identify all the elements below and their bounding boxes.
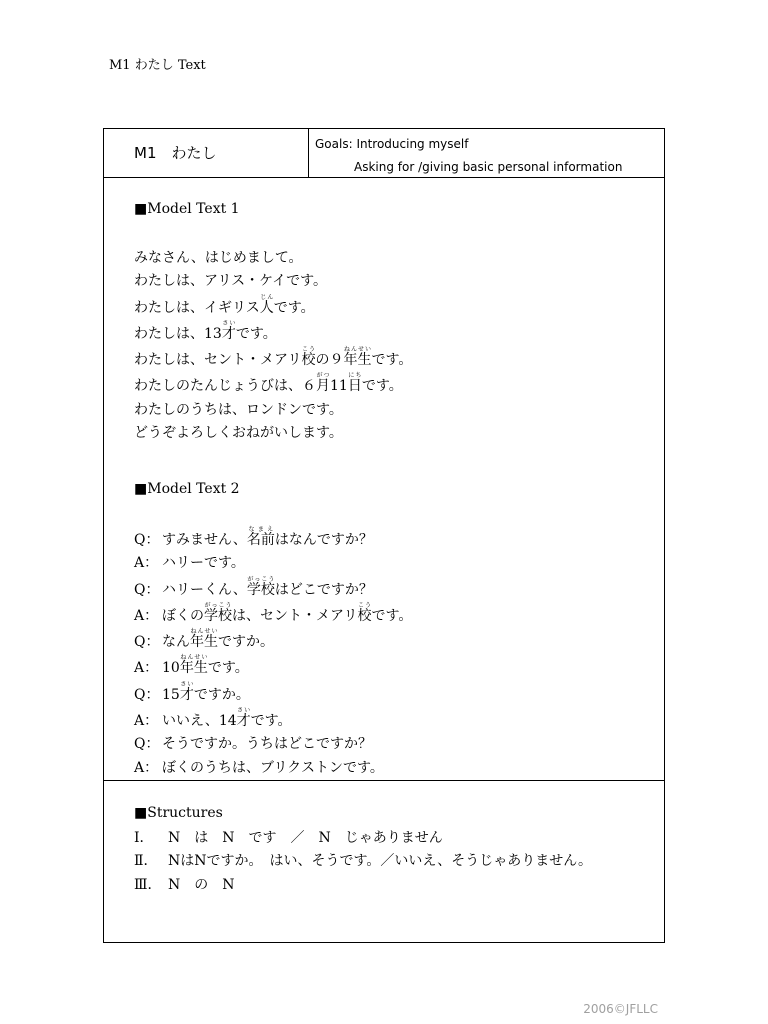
structure-text: N の N [168, 876, 235, 893]
furigana: こう [357, 601, 372, 609]
model-text-line [134, 372, 412, 398]
text-fragment: わたしのうちは、ロンドンです。 [134, 401, 343, 418]
dialogue-line [134, 681, 412, 707]
model-text-line [134, 346, 412, 372]
text-fragment: 10 [162, 660, 180, 677]
ruby-word: 名前なまえ [246, 526, 275, 548]
text-fragment: です。 [250, 713, 292, 730]
goals-block [315, 133, 658, 179]
speaker-label: Q： [134, 581, 160, 598]
text-fragment: です。 [361, 378, 403, 395]
goal-line-1: Goals: Introducing myself [315, 137, 469, 151]
structure-text: N は N です ／ N じゃありません [168, 830, 443, 846]
text-fragment: です。 [273, 299, 315, 316]
speaker-label: Q： [134, 532, 160, 548]
text-fragment: いいえ、14 [162, 713, 237, 730]
text-fragment: わたしは、イギリス [134, 299, 260, 316]
ruby-word: 才さい [221, 319, 236, 342]
text-fragment: みなさん、はじめまして。 [134, 250, 303, 266]
text-fragment: ですか。 [218, 634, 274, 651]
model-text-line [134, 294, 412, 320]
structure-number: Ⅱ． [134, 853, 158, 870]
text-fragment: すみません、 [162, 532, 247, 548]
furigana: さい [221, 319, 236, 327]
text-fragment: ぼくの [162, 607, 204, 624]
text-fragment: 11 [330, 378, 348, 395]
dialogue-line [134, 654, 412, 680]
section-divider [104, 780, 664, 781]
furigana: にち [347, 372, 362, 380]
dialogue-line [134, 733, 412, 756]
furigana: なまえ [246, 526, 275, 533]
furigana: がっこう [246, 575, 275, 583]
furigana: ねんせい [190, 628, 218, 636]
speaker-label: Q： [134, 686, 160, 703]
model-text-2-title: ■Model Text 2 [134, 481, 240, 497]
text-fragment: なん [162, 634, 190, 651]
speaker-label: A： [134, 607, 159, 624]
text-fragment: はどこですか？ [274, 581, 373, 598]
dialogue-line [134, 576, 412, 602]
model-text-line [134, 320, 412, 346]
model-text-2-body [134, 526, 412, 780]
structure-number: Ⅰ． [134, 830, 154, 846]
model-text-line [134, 270, 412, 293]
text-fragment: ですか。 [193, 686, 250, 703]
text-fragment: です。 [371, 607, 413, 624]
furigana: さい [236, 707, 251, 715]
furigana: がつ [316, 372, 330, 380]
dialogue-line [134, 602, 412, 628]
structure-number: Ⅲ． [134, 876, 162, 893]
text-fragment: はなんですか？ [274, 532, 373, 548]
text-fragment: 15 [162, 686, 180, 703]
speaker-label: Q： [134, 634, 160, 651]
text-fragment: わたしは、セント・メアリ [134, 352, 302, 369]
model-text-1-title: ■Model Text 1 [134, 201, 240, 217]
furigana: がっこう [204, 601, 232, 609]
structure-text: NはNですか。 はい、そうです。／いいえ、そうじゃありません。 [168, 853, 593, 870]
text-fragment: そうですか。うちはどこですか？ [162, 736, 372, 753]
speaker-label: Q： [134, 736, 160, 753]
ruby-word: 校こう [357, 601, 372, 624]
furigana: じん [259, 293, 274, 301]
page-header: M1 わたし Text [109, 58, 206, 73]
speaker-label: A： [134, 660, 159, 677]
structures-title: ■Structures [134, 805, 223, 821]
ruby-word: 校こう [301, 346, 316, 369]
dialogue-line [134, 628, 412, 654]
lesson-header [104, 129, 664, 178]
ruby-word: 才さい [236, 707, 251, 730]
copyright-footer: 2006©JFLLC [583, 1002, 658, 1016]
ruby-word: 日にち [347, 372, 362, 395]
speaker-label: A： [134, 713, 159, 730]
goal-line-2: Asking for /giving basic personal information [354, 160, 623, 174]
furigana: さい [179, 680, 194, 688]
dialogue-line [134, 707, 412, 733]
text-fragment: の９ [315, 352, 344, 369]
dialogue-line [134, 552, 412, 575]
ruby-word: 学校がっこう [204, 601, 232, 624]
text-fragment: です。 [235, 325, 277, 342]
ruby-word: 才さい [179, 680, 194, 703]
dialogue-line [134, 526, 412, 552]
text-fragment: です。 [207, 660, 249, 677]
model-text-line [134, 247, 412, 270]
text-fragment: わたしは、13 [134, 325, 222, 342]
text-fragment: ハリーくん、 [162, 581, 247, 598]
text-fragment: ハリーです。 [162, 555, 245, 572]
furigana: ねんせい [179, 654, 208, 662]
furigana: ねんせい [343, 346, 372, 354]
text-fragment: は、セント・メアリ [232, 607, 358, 624]
model-text-line [134, 422, 412, 445]
text-fragment: わたしは、アリス・ケイです。 [134, 273, 328, 290]
text-fragment: わたしのたんじょうびは、６ [134, 378, 316, 395]
structure-item [134, 850, 592, 873]
structure-item [134, 874, 592, 897]
lesson-frame [103, 128, 665, 943]
dialogue-line [134, 757, 412, 780]
text-fragment: ぼくのうちは、ブリクストンです。 [162, 759, 384, 776]
model-text-line [134, 399, 412, 422]
furigana: こう [301, 346, 316, 354]
speaker-label: A： [134, 759, 159, 776]
text-fragment: です。 [371, 352, 413, 369]
structures-body [134, 827, 592, 897]
text-fragment: どうぞよろしくおねがいします。 [134, 425, 343, 442]
lesson-title: M1 わたし [104, 129, 309, 177]
model-text-1-body [134, 247, 412, 445]
ruby-word: 人じん [259, 293, 274, 316]
structure-item [134, 827, 592, 850]
ruby-word: 学校がっこう [246, 575, 275, 598]
ruby-word: 年生ねんせい [343, 346, 372, 369]
ruby-word: 年生ねんせい [190, 628, 218, 651]
ruby-word: 年生ねんせい [179, 654, 208, 677]
speaker-label: A： [134, 555, 159, 572]
ruby-word: 月がつ [316, 372, 330, 395]
